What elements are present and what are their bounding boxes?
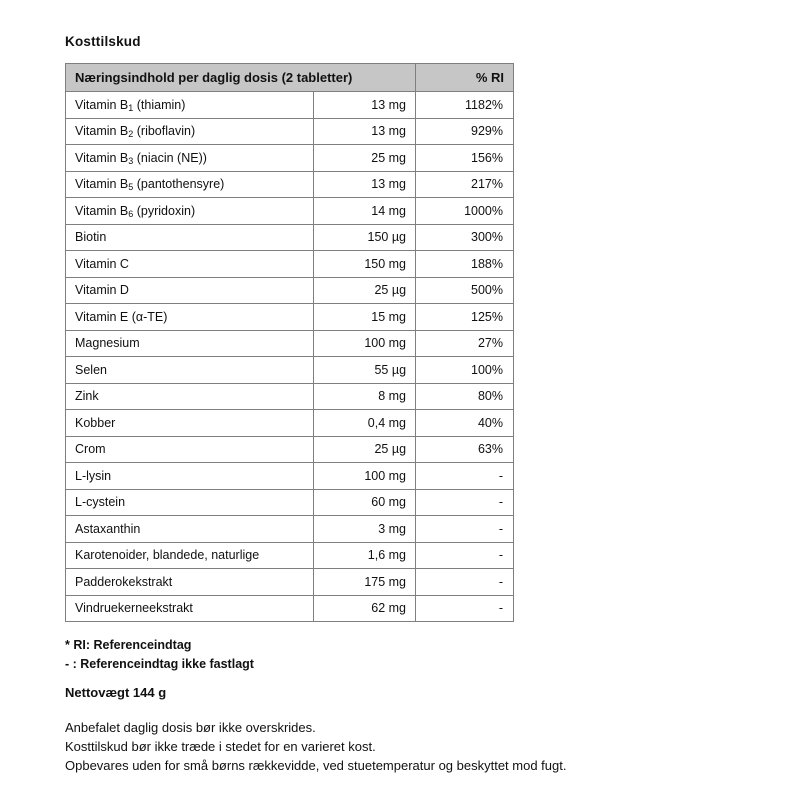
nutrient-amount-cell: 8 mg xyxy=(314,383,416,410)
table-row xyxy=(66,277,514,304)
disclaimer xyxy=(65,718,740,775)
nutrient-name-subscript: 2 xyxy=(128,129,134,139)
footnote-dash: - : Referenceindtag ikke fastlagt xyxy=(65,656,254,671)
nutrient-name-cell: Vitamin C xyxy=(66,251,314,278)
table-row xyxy=(66,304,514,331)
header-cell-ri: % RI xyxy=(416,64,514,92)
nutrient-ri-cell: 156% xyxy=(416,145,514,172)
header-row xyxy=(66,64,514,92)
table-row xyxy=(66,357,514,384)
nutrient-amount-cell: 14 mg xyxy=(314,198,416,225)
nutrient-name-cell: Vitamin $B_6$ (pyridoxin) xyxy=(66,198,314,225)
nutrient-amount-cell: 150 µg xyxy=(314,224,416,251)
nutrient-name-cell: Crom xyxy=(66,436,314,463)
nutrition-table-body xyxy=(66,92,514,622)
nutrient-name-cell: Padderokekstrakt xyxy=(66,569,314,596)
nutrient-name-cell: Vitamin $B_5$ (pantothensyre) xyxy=(66,171,314,198)
nutrient-amount-cell: 100 mg xyxy=(314,463,416,490)
nutrient-amount-cell: 25 µg xyxy=(314,277,416,304)
nutrient-name-subscript: 3 xyxy=(128,155,134,166)
nutrient-amount-cell: 55 µg xyxy=(314,357,416,384)
nutrient-ri-cell: 40% xyxy=(416,410,514,437)
table-row xyxy=(66,118,514,145)
table-row xyxy=(66,92,514,119)
nutrient-ri-cell: 188% xyxy=(416,251,514,278)
nutrient-amount-cell: 25 µg xyxy=(314,436,416,463)
nutrient-name-subscript: 5 xyxy=(128,182,134,192)
nutrient-amount-cell: 13 mg xyxy=(314,118,416,145)
table-row xyxy=(66,463,514,490)
table-row xyxy=(66,595,514,622)
nutrient-name-cell: L-cystein xyxy=(66,489,314,516)
nutrient-amount-cell: 175 mg xyxy=(314,569,416,596)
table-row xyxy=(66,198,514,225)
nutrient-name-cell: Magnesium xyxy=(66,330,314,357)
nutrient-ri-cell: 125% xyxy=(416,304,514,331)
table-row xyxy=(66,224,514,251)
nutrient-ri-cell: - xyxy=(416,516,514,543)
nutrient-amount-cell: 1,6 mg xyxy=(314,542,416,569)
net-weight: Nettovægt 144 g xyxy=(65,685,167,700)
table-row xyxy=(66,330,514,357)
nutrient-name-cell: Kobber xyxy=(66,410,314,437)
nutrient-amount-cell: 100 mg xyxy=(314,330,416,357)
nutrient-amount-cell: 60 mg xyxy=(314,489,416,516)
nutrient-amount-cell: 3 mg xyxy=(314,516,416,543)
table-row xyxy=(66,410,514,437)
nutrient-amount-cell: 0,4 mg xyxy=(314,410,416,437)
nutrient-name-cell: Vindruekerneekstrakt xyxy=(66,595,314,622)
nutrient-amount-cell: 13 mg xyxy=(314,92,416,119)
nutrient-ri-cell: 63% xyxy=(416,436,514,463)
nutrient-name-cell: Astaxanthin xyxy=(66,516,314,543)
nutrient-ri-cell: 1182% xyxy=(416,92,514,119)
table-row xyxy=(66,542,514,569)
nutrient-ri-cell: 27% xyxy=(416,330,514,357)
nutrient-ri-cell: - xyxy=(416,569,514,596)
nutrient-name-cell: Selen xyxy=(66,357,314,384)
nutrient-amount-cell: 13 mg xyxy=(314,171,416,198)
table-row xyxy=(66,171,514,198)
table-row xyxy=(66,489,514,516)
nutrient-name-cell: Zink xyxy=(66,383,314,410)
footnote-ri: * RI: Referenceindtag xyxy=(65,638,192,652)
table-row xyxy=(66,516,514,543)
nutrient-name-cell: Vitamin E (α-TE) xyxy=(66,304,314,331)
nutrient-ri-cell: 80% xyxy=(416,383,514,410)
header-cell-nutrient: Næringsindhold per daglig dosis (2 tabletter) xyxy=(66,64,416,92)
nutrient-ri-cell: 100% xyxy=(416,357,514,384)
table-row xyxy=(66,145,514,172)
nutrient-ri-cell: - xyxy=(416,542,514,569)
nutrient-name-subscript: 1 xyxy=(128,102,134,113)
nutrient-name-cell: Vitamin $B_1$ (thiamin) xyxy=(66,92,314,119)
nutrient-ri-cell: 500% xyxy=(416,277,514,304)
nutrient-name-subscript: 6 xyxy=(128,208,134,219)
table-row xyxy=(66,251,514,278)
disclaimer-line-1: Anbefalet daglig dosis bør ikke overskrides. xyxy=(65,720,316,735)
nutrient-name-cell: Karotenoider, blandede, naturlige xyxy=(66,542,314,569)
table-row xyxy=(66,569,514,596)
table-row xyxy=(66,383,514,410)
nutrient-amount-cell: 15 mg xyxy=(314,304,416,331)
nutrient-name-cell: Vitamin $B_2$ (riboflavin) xyxy=(66,118,314,145)
nutrient-amount-cell: 150 mg xyxy=(314,251,416,278)
nutrient-ri-cell: - xyxy=(416,595,514,622)
nutrient-ri-cell: - xyxy=(416,463,514,490)
nutrition-table xyxy=(65,63,514,622)
nutrient-name-cell: Biotin xyxy=(66,224,314,251)
nutrient-ri-cell: 1000% xyxy=(416,198,514,225)
nutrient-ri-cell: 300% xyxy=(416,224,514,251)
disclaimer-line-3: Opbevares uden for små børns rækkevidde, ved stuetemperatur og beskyttet mod fugt. xyxy=(65,758,567,773)
nutrient-ri-cell: - xyxy=(416,489,514,516)
nutrient-name-cell: L-lysin xyxy=(66,463,314,490)
nutrient-amount-cell: 25 mg xyxy=(314,145,416,172)
nutrient-amount-cell: 62 mg xyxy=(314,595,416,622)
nutrition-table-header xyxy=(66,64,514,92)
nutrient-ri-cell: 217% xyxy=(416,171,514,198)
nutrient-name-cell: Vitamin D xyxy=(66,277,314,304)
table-row xyxy=(66,436,514,463)
page-title: Kosttilskud xyxy=(65,34,141,49)
nutrient-name-cell: Vitamin $B_3$ (niacin (NE)) xyxy=(66,145,314,172)
footnotes xyxy=(65,636,740,673)
nutrient-ri-cell: 929% xyxy=(416,118,514,145)
disclaimer-line-2: Kosttilskud bør ikke træde i stedet for en varieret kost. xyxy=(65,739,376,754)
